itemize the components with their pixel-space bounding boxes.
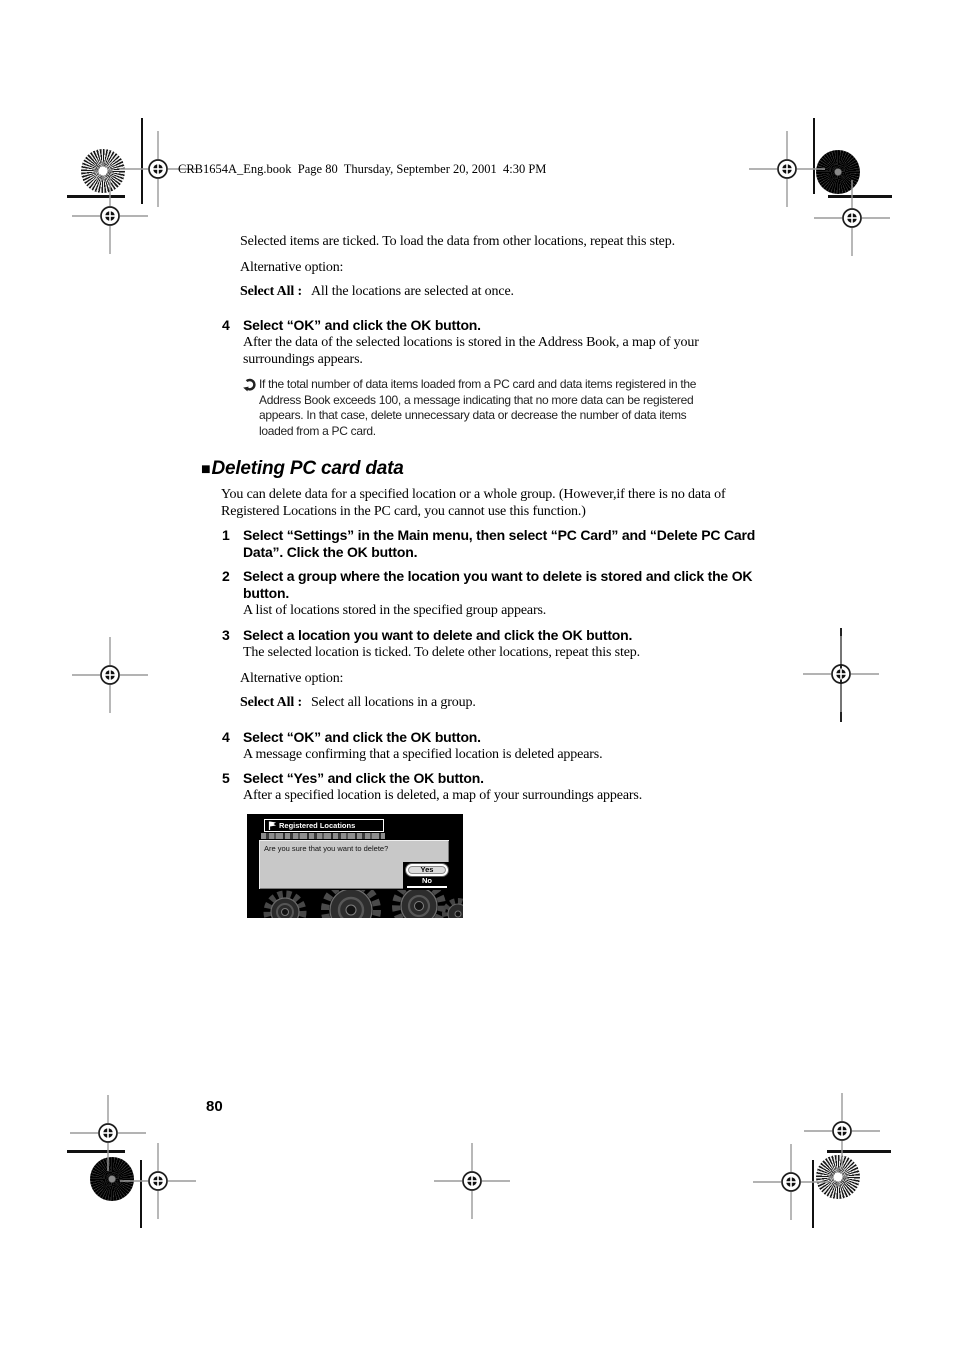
registration-crosshair-icon (70, 635, 150, 715)
registration-crosshair-icon (751, 1142, 831, 1222)
no-button-underline (407, 886, 447, 888)
step-body: After a specified location is deleted, a map of your surroundings appears. (243, 788, 643, 803)
step-number: 1 (222, 527, 230, 543)
select-all-label: Select All : (240, 695, 302, 710)
step-title: Select a location you want to delete and click the OK button. (243, 627, 633, 643)
registration-crosshair-icon (432, 1141, 512, 1221)
alternative-option-label: Alternative option: (240, 671, 344, 686)
print-header: CRB1654A_Eng.book Page 80 Thursday, September 20, 2001 4:30 PM (178, 162, 547, 176)
select-all-line (240, 283, 770, 300)
yes-button (406, 864, 448, 876)
page-number: 80 (206, 1098, 223, 1115)
select-all-label: Select All : (240, 284, 302, 299)
section-bullet: ■ (201, 461, 211, 478)
step-number: 3 (222, 627, 230, 643)
step-number: 2 (222, 568, 230, 584)
alternative-option-label: Alternative option: (240, 260, 344, 275)
dialog-message: Are you sure that you want to delete? (264, 844, 389, 853)
gear-icon (267, 894, 303, 918)
gear-icon (445, 901, 463, 918)
select-all-text: Select all locations in a group. (310, 695, 476, 710)
dialog-button-panel (403, 862, 451, 890)
select-all-line (240, 694, 770, 711)
step-title: Select “OK” and click the OK button. (243, 317, 481, 333)
step-title: Select a group where the location you want to delete is stored and click the OK button. (243, 568, 753, 601)
step-body: A list of locations stored in the specified group appears. (243, 603, 547, 618)
section-intro: You can delete data for a specified location or a whole group. (However,if there is no data of Registered Locations in the PC card, you cannot use this function.) (221, 487, 726, 519)
note-block (243, 377, 723, 439)
step-body: After the data of the selected locations is stored in the Address Book, a map of your surroundings appears. (243, 335, 699, 367)
step-item (222, 568, 758, 619)
step-item (222, 317, 758, 368)
registration-crosshair-icon (801, 634, 881, 714)
registration-crosshair-icon (70, 176, 150, 256)
note-arrow-icon (243, 377, 259, 439)
location-flag-icon (268, 821, 276, 830)
no-button: No (422, 876, 432, 885)
screen-title-bar (264, 819, 384, 832)
step-title: Select “OK” and click the OK button. (243, 729, 481, 745)
step-number: 5 (222, 770, 230, 786)
paragraph: Selected items are ticked. To load the data from other locations, repeat this step. (240, 234, 675, 249)
step-item (222, 770, 758, 804)
step-item (222, 627, 758, 661)
device-screenshot (247, 814, 463, 918)
screen-title: Registered Locations (279, 821, 356, 830)
registration-crosshair-icon (118, 1141, 198, 1221)
step-title: Select “Settings” in the Main menu, then select “PC Card” and “Delete PC Card Data”. Click the OK button. (243, 527, 756, 560)
select-all-text: All the locations are selected at once. (310, 284, 514, 299)
yes-button-label: Yes (420, 865, 434, 875)
section-title: Deleting PC card data (211, 458, 404, 479)
step-body: The selected location is ticked. To delete other locations, repeat this step. (243, 645, 640, 660)
note-text: If the total number of data items loaded from a PC card and data items registered in the Address Book exceeds 100, a message indicating that no more data can be registered appears. In that case, delete unnecessary data or decrease the number of data items loaded from a PC card. (259, 377, 697, 438)
registration-crosshair-icon (812, 178, 892, 258)
step-body: A message confirming that a specified location is deleted appears. (243, 747, 603, 762)
step-number: 4 (222, 317, 230, 333)
step-item (222, 527, 758, 561)
section-heading (201, 458, 404, 481)
step-title: Select “Yes” and click the OK button. (243, 770, 484, 786)
step-number: 4 (222, 729, 230, 745)
step-item (222, 729, 758, 763)
